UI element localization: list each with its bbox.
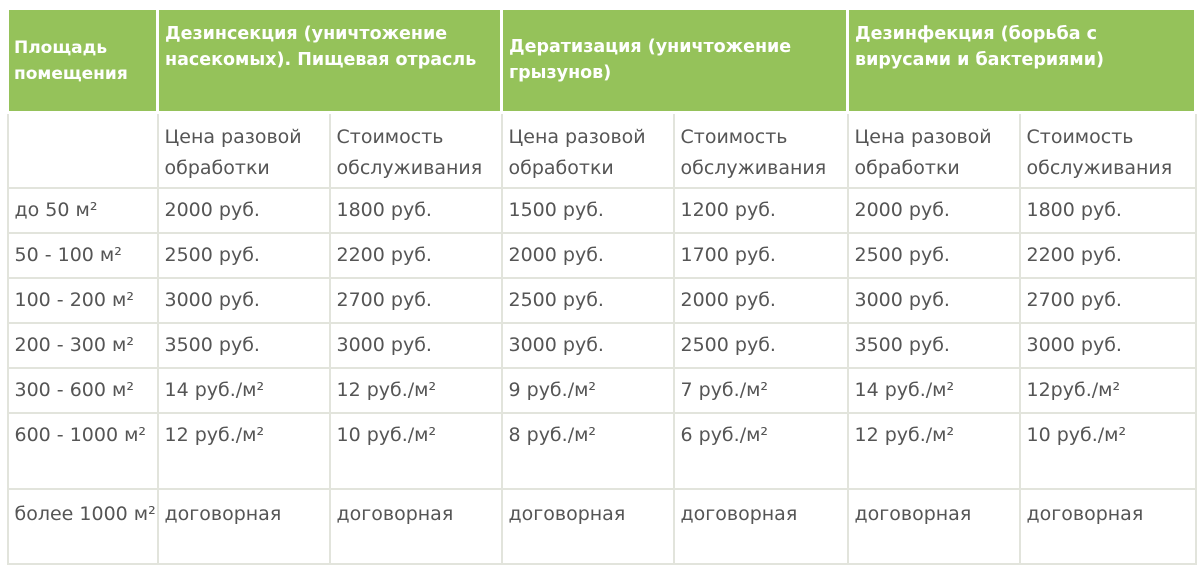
price-cell: 3000 руб. <box>158 278 330 323</box>
price-cell: 3000 руб. <box>1020 323 1196 368</box>
row-area: 600 - 1000 м² <box>8 413 158 489</box>
price-cell: 8 руб./м² <box>502 413 674 489</box>
header-row <box>8 9 1196 113</box>
price-cell: 9 руб./м² <box>502 368 674 413</box>
row-area: 50 - 100 м² <box>8 233 158 278</box>
row-area: 100 - 200 м² <box>8 278 158 323</box>
price-cell: 3500 руб. <box>848 323 1020 368</box>
price-cell: 2700 руб. <box>330 278 502 323</box>
price-cell: 3000 руб. <box>330 323 502 368</box>
price-cell: договорная <box>674 489 848 564</box>
subheader-cell: Стоимость обслуживания <box>1020 113 1196 188</box>
header-group-disinfection: Дезинфекция (борьба с вирусами и бактериями) <box>848 9 1196 113</box>
price-cell: 2500 руб. <box>674 323 848 368</box>
price-cell: договорная <box>158 489 330 564</box>
table-row <box>8 489 1196 564</box>
price-cell: 10 руб./м² <box>1020 413 1196 489</box>
price-cell: договорная <box>330 489 502 564</box>
price-cell: 12 руб./м² <box>330 368 502 413</box>
price-cell: 10 руб./м² <box>330 413 502 489</box>
price-table-container <box>6 7 1194 565</box>
price-cell: 2200 руб. <box>1020 233 1196 278</box>
price-cell: 2000 руб. <box>848 188 1020 233</box>
price-table <box>6 7 1197 565</box>
price-cell: договорная <box>502 489 674 564</box>
price-cell: 1200 руб. <box>674 188 848 233</box>
price-cell: договорная <box>848 489 1020 564</box>
row-area: более 1000 м² <box>8 489 158 564</box>
header-group-disinsection: Дезинсекция (уничтожение насекомых). Пищевая отрасль <box>158 9 502 113</box>
subheader-cell: Цена разовой обработки <box>502 113 674 188</box>
price-cell: 2000 руб. <box>502 233 674 278</box>
price-cell: 2200 руб. <box>330 233 502 278</box>
price-cell: 2500 руб. <box>502 278 674 323</box>
subheader-cell: Цена разовой обработки <box>848 113 1020 188</box>
row-area: 300 - 600 м² <box>8 368 158 413</box>
row-area: до 50 м² <box>8 188 158 233</box>
price-cell: 1700 руб. <box>674 233 848 278</box>
header-area: Площадь помещения <box>8 9 158 113</box>
table-row <box>8 413 1196 489</box>
price-cell: 14 руб./м² <box>848 368 1020 413</box>
table-row <box>8 323 1196 368</box>
table-row <box>8 368 1196 413</box>
price-cell: 2500 руб. <box>848 233 1020 278</box>
subheader-empty <box>8 113 158 188</box>
row-area: 200 - 300 м² <box>8 323 158 368</box>
price-cell: 2000 руб. <box>158 188 330 233</box>
price-cell: 12руб./м² <box>1020 368 1196 413</box>
subheader-cell: Стоимость обслуживания <box>330 113 502 188</box>
price-cell: договорная <box>1020 489 1196 564</box>
price-cell: 3000 руб. <box>502 323 674 368</box>
price-cell: 1800 руб. <box>1020 188 1196 233</box>
price-cell: 3500 руб. <box>158 323 330 368</box>
price-cell: 1500 руб. <box>502 188 674 233</box>
price-cell: 14 руб./м² <box>158 368 330 413</box>
price-cell: 6 руб./м² <box>674 413 848 489</box>
price-cell: 2700 руб. <box>1020 278 1196 323</box>
price-cell: 7 руб./м² <box>674 368 848 413</box>
table-row <box>8 188 1196 233</box>
subheader-cell: Стоимость обслуживания <box>674 113 848 188</box>
price-cell: 12 руб./м² <box>158 413 330 489</box>
price-cell: 1800 руб. <box>330 188 502 233</box>
subheader-cell: Цена разовой обработки <box>158 113 330 188</box>
subheader-row <box>8 113 1196 188</box>
price-cell: 3000 руб. <box>848 278 1020 323</box>
price-cell: 2000 руб. <box>674 278 848 323</box>
header-group-deratization: Дератизация (уничтожение грызунов) <box>502 9 848 113</box>
price-cell: 2500 руб. <box>158 233 330 278</box>
table-row <box>8 233 1196 278</box>
price-cell: 12 руб./м² <box>848 413 1020 489</box>
table-row <box>8 278 1196 323</box>
